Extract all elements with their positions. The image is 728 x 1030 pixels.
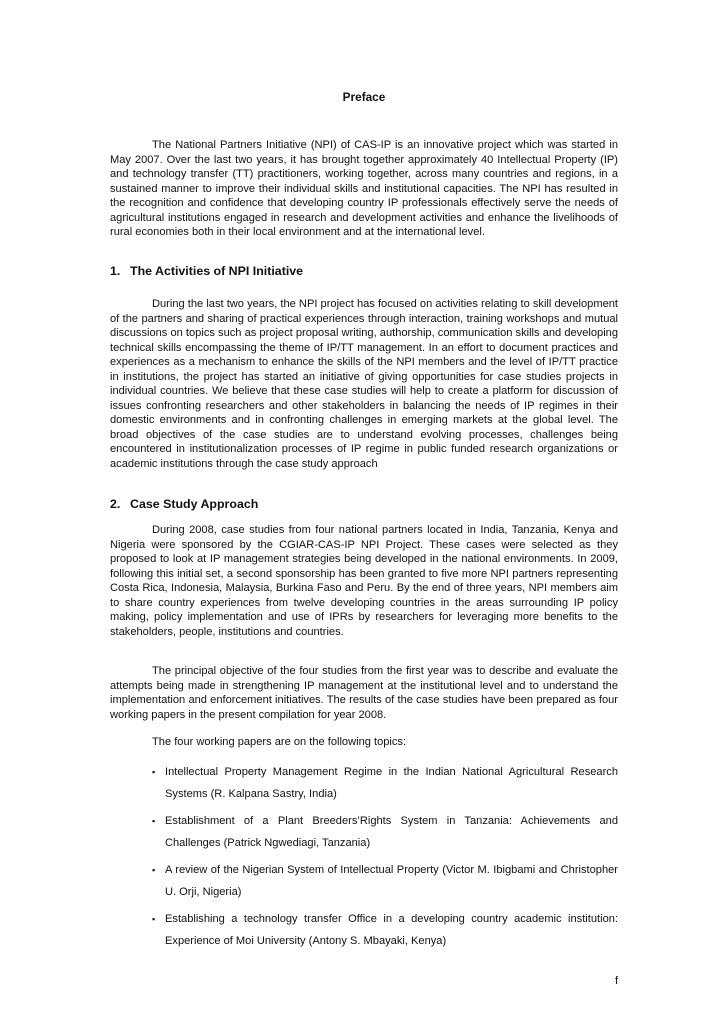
section-1-paragraph: During the last two years, the NPI project has focused on activities relating to skill development of the partners and sharing of practical experiences through interaction, training workshops and mutual discussions on topics such as project proposal writing, authorship, communication skills and developing technical skills encompassing the theme of IP/TT management. In an effort to document practices and experiences as a mechanism to enhance the skills of the NPI members and the level of IP/TT practice in institutions, the project has started an initiative of giving opportunities for case studies projects in individual countries. We believe that these case studies will help to create a platform for discussion of issues confronting researchers and other stakeholders in balancing the needs of IP regimes in their domestic environments and in confronting challenges in emerging markets at the global level. The broad objectives of the case studies are to understand evolving processes, challenges being encountered in institutionalization processes of IP regime in public funded research organizations or academic institutions through the case study approach [110, 298, 618, 470]
topic-text: Establishing a technology transfer Office in a developing country academic institution: Experience of Moi University (Antony S. Mbayaki, Kenya) [165, 913, 618, 947]
topics-list [152, 762, 618, 958]
page-number: f [614, 975, 618, 987]
section-2-number: 2. [110, 497, 121, 511]
bullet-icon: ▪ [152, 914, 156, 924]
list-item [152, 811, 618, 854]
topics-intro: The four working papers are on the following topics: [152, 736, 407, 748]
section-2-paragraph-2: The principal objective of the four studies from the first year was to describe and evaluate the attempts being made in strengthening IP management at the institutional level and to understand the implementation and enforcement initiatives. The results of the case studies have been prepared as four working papers in the present compilation for year 2008. [110, 665, 618, 721]
section-1-number: 1. [110, 264, 121, 278]
page-title: Preface [342, 90, 386, 104]
bullet-icon: ▪ [152, 767, 156, 777]
list-item [152, 909, 618, 952]
section-1-title: The Activities of NPI Initiative [130, 264, 304, 278]
section-1-heading [110, 263, 303, 279]
bullet-icon: ▪ [152, 816, 156, 826]
bullet-icon: ▪ [152, 865, 156, 875]
list-item [152, 762, 618, 805]
section-2-title: Case Study Approach [130, 497, 259, 511]
document-page [110, 0, 618, 1030]
intro-paragraph: The National Partners Initiative (NPI) of CAS-IP is an innovative project which was started in May 2007. Over the last two years, it has brought together approximately 40 Intellectual Property (IP) and technology transfer (TT) practitioners, working together, across many countries and regions, in a sustained manner to improve their individual skills and institutional capacities. The NPI has resulted in the recognition and confidence that developing country IP professionals effectively serve the needs of agricultural institutions engaged in research and development activities and enhance the livelihoods of rural economies both in their local environment and at the international level. [110, 139, 618, 238]
topic-text: A review of the Nigerian System of Intellectual Property (Victor M. Ibigbami and Christopher U. Orji, Nigeria) [165, 864, 618, 898]
section-2-paragraph-1: During 2008, case studies from four national partners located in India, Tanzania, Kenya and Nigeria were sponsored by the CGIAR-CAS-IP NPI Project. These cases were selected as they proposed to look at IP management strategies being developed in the national environments. In 2009, following this initial set, a second sponsorship has been granted to five more NPI partners representing Costa Rica, Indonesia, Malaysia, Burkina Faso and Peru. By the end of three years, NPI members aim to share country experiences from twelve developing countries in the areas surrounding IP policy making, policy implementation and use of IPRs by researchers for leveraging more benefits to the stakeholders, people, institutions and countries. [110, 524, 618, 638]
section-2-heading [110, 496, 258, 512]
topic-text: Establishment of a Plant Breeders’Rights System in Tanzania: Achievements and Challenges (Patrick Ngwediagi, Tanzania) [165, 815, 618, 849]
list-item [152, 860, 618, 903]
topic-text: Intellectual Property Management Regime in the Indian National Agricultural Research Systems (R. Kalpana Sastry, India) [165, 766, 618, 800]
